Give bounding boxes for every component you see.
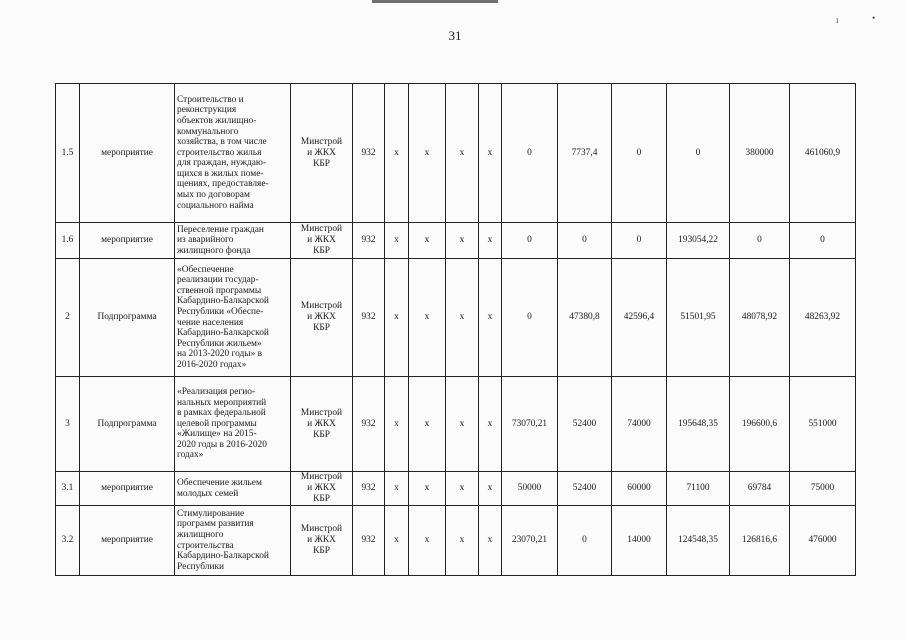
table-row [56,259,856,377]
table-row [56,223,856,259]
row-number: 1.5 [56,84,80,223]
row-code-x-3: x [446,84,479,223]
row-description: «Реализация регио- нальных мероприятий в рамках федеральной целевой программы «Жилище» на 2015- 2020 годы в 2016-2020 годах» [175,377,291,472]
row-value-4: 124548,35 [667,506,730,576]
corner-mark-right: • [872,13,876,23]
corner-mark-left: ɪ [836,15,839,25]
row-executor: Минстрой и ЖКХ КБР [291,84,353,223]
row-value-5: 196600,6 [730,377,790,472]
row-value-3: 0 [612,223,667,259]
row-value-1: 0 [502,259,558,377]
row-number: 3.2 [56,506,80,576]
row-value-2: 7737,4 [558,84,612,223]
row-status: мероприятие [80,84,175,223]
row-value-2: 0 [558,506,612,576]
row-code-x-4: x [479,506,502,576]
row-code: 932 [353,472,385,506]
page-number: 31 [448,28,462,43]
row-description: Обеспечение жильем молодых семей [175,472,291,506]
row-code-x-2: x [409,377,446,472]
row-executor: Минстрой и ЖКХ КБР [291,259,353,377]
row-code: 932 [353,377,385,472]
row-code-x-4: x [479,472,502,506]
row-code-x-1: x [385,84,409,223]
row-value-6: 0 [790,223,856,259]
row-code-x-4: x [479,259,502,377]
row-value-4: 193054,22 [667,223,730,259]
row-code-x-3: x [446,377,479,472]
row-value-1: 50000 [502,472,558,506]
row-value-6: 551000 [790,377,856,472]
row-executor: Минстрой и ЖКХ КБР [291,377,353,472]
row-value-5: 69784 [730,472,790,506]
row-value-2: 52400 [558,377,612,472]
row-code-x-4: x [479,377,502,472]
row-value-3: 74000 [612,377,667,472]
top-edge-bar [372,0,498,3]
row-value-5: 48078,92 [730,259,790,377]
row-value-4: 195648,35 [667,377,730,472]
row-code-x-3: x [446,506,479,576]
row-description: Переселение граждан из аварийного жилищного фонда [175,223,291,259]
row-executor: Минстрой и ЖКХ КБР [291,472,353,506]
row-description: «Обеспечение реализации государ- ственной программы Кабардино-Балкарской Республики «Обеспе- чение населения Кабардино-Балкарской Республики жильем» на 2013-2020 годы» в 2016-2020 годах» [175,259,291,377]
row-value-3: 14000 [612,506,667,576]
row-code-x-2: x [409,506,446,576]
row-code-x-1: x [385,377,409,472]
row-value-5: 126816,6 [730,506,790,576]
row-status: мероприятие [80,506,175,576]
row-value-6: 461060,9 [790,84,856,223]
row-description: Стимулирование программ развития жилищного строительства Кабардино-Балкарской Республики [175,506,291,576]
row-code: 932 [353,259,385,377]
row-value-3: 0 [612,84,667,223]
row-value-5: 380000 [730,84,790,223]
row-code-x-2: x [409,259,446,377]
table-row [56,377,856,472]
row-value-1: 0 [502,84,558,223]
row-value-1: 23070,21 [502,506,558,576]
table-row [56,472,856,506]
row-value-2: 52400 [558,472,612,506]
row-code-x-4: x [479,84,502,223]
table-row [56,84,856,223]
row-executor: Минстрой и ЖКХ КБР [291,223,353,259]
program-funding-table [55,83,856,576]
row-value-2: 0 [558,223,612,259]
row-value-6: 476000 [790,506,856,576]
table-row [56,506,856,576]
row-code: 932 [353,84,385,223]
row-status: мероприятие [80,223,175,259]
row-code: 932 [353,506,385,576]
row-status: Подпрограмма [80,259,175,377]
row-code-x-2: x [409,223,446,259]
row-code-x-3: x [446,259,479,377]
row-value-5: 0 [730,223,790,259]
row-code: 932 [353,223,385,259]
row-code-x-4: x [479,223,502,259]
row-status: Подпрограмма [80,377,175,472]
row-code-x-1: x [385,506,409,576]
row-value-1: 0 [502,223,558,259]
row-value-3: 60000 [612,472,667,506]
row-code-x-3: x [446,223,479,259]
row-code-x-1: x [385,223,409,259]
row-value-3: 42596,4 [612,259,667,377]
row-code-x-1: x [385,472,409,506]
row-value-6: 75000 [790,472,856,506]
row-number: 1.6 [56,223,80,259]
row-number: 2 [56,259,80,377]
row-value-4: 0 [667,84,730,223]
row-value-2: 47380,8 [558,259,612,377]
row-code-x-2: x [409,472,446,506]
row-value-4: 71100 [667,472,730,506]
row-value-4: 51501,95 [667,259,730,377]
row-status: мероприятие [80,472,175,506]
row-value-1: 73070,21 [502,377,558,472]
row-number: 3 [56,377,80,472]
row-value-6: 48263,92 [790,259,856,377]
row-description: Строительство и реконструкция объектов жилищно- коммунального хозяйства, в том числе строительство жилья для граждан, нуждаю- щихся в жилых поме- щениях, предоставляе- мых по договорам социального найма [175,84,291,223]
row-number: 3.1 [56,472,80,506]
row-executor: Минстрой и ЖКХ КБР [291,506,353,576]
row-code-x-2: x [409,84,446,223]
row-code-x-3: x [446,472,479,506]
row-code-x-1: x [385,259,409,377]
